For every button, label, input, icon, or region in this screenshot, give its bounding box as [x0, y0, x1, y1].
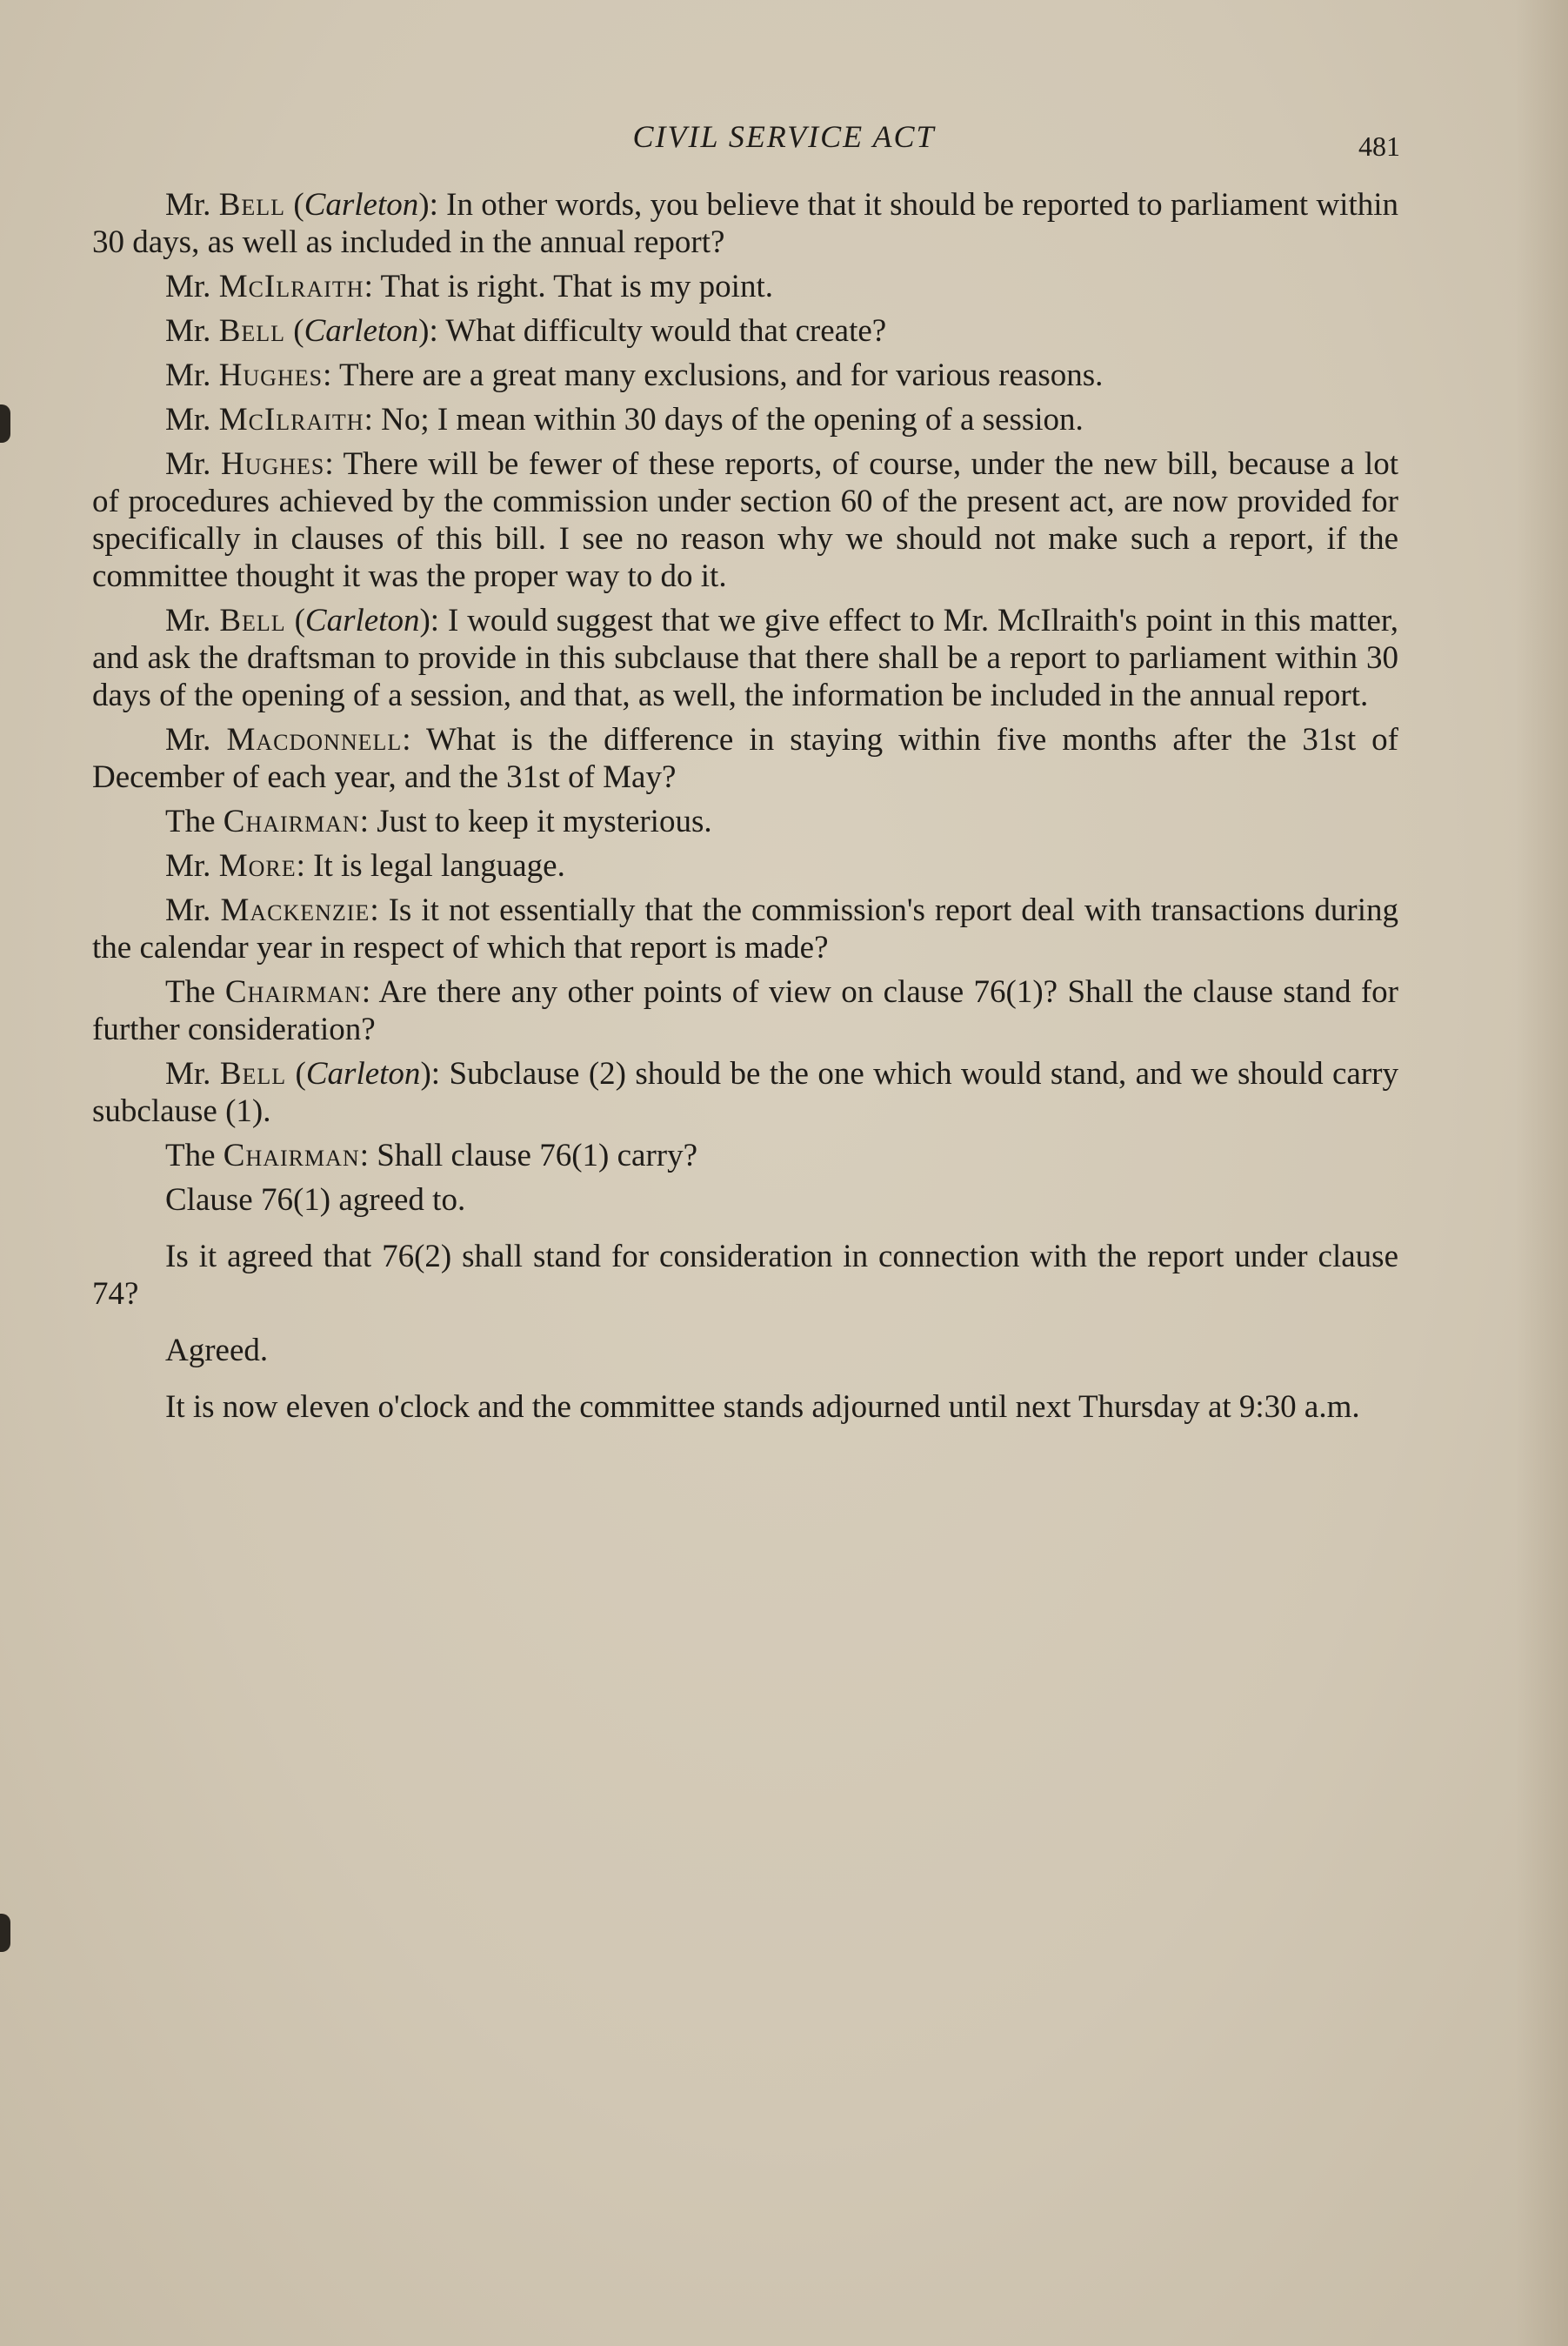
paragraph-text: That is right. That is my point. [380, 269, 773, 304]
speaker-name: McIlraith [218, 269, 364, 304]
speaker-name: Chairman [223, 1138, 360, 1173]
paragraph-text: What difficulty would that create? [445, 313, 887, 349]
speaker-honorific: Mr. [165, 358, 219, 393]
transcript-paragraph [92, 1332, 1398, 1369]
transcript-paragraph: The Chairman: Just to keep it mysterious. [165, 804, 712, 839]
speaker-name: Macdonnell [226, 722, 403, 758]
paragraph-text: No; I mean within 30 days of the opening of a session. [381, 402, 1084, 438]
binding-mark [0, 1914, 10, 1952]
transcript-paragraph: Mr. McIlraith: No; I mean within 30 days of the opening of a session. [165, 402, 1084, 438]
transcript-paragraph [92, 1181, 1398, 1219]
speaker-name: Chairman [223, 804, 360, 839]
transcript-paragraph: Mr. Hughes: There will be fewer of these reports, of course, under the new bill, because a lot of procedures achieved by the commission under section 60 of the present act, are now provided for specifically in clauses of this bill. I see no reason why we should not make such a report, if the committee thought it was the proper way to do it. [92, 446, 1398, 594]
speaker-honorific: Mr. [165, 1056, 220, 1092]
speaker-honorific: Mr. [165, 603, 220, 638]
speaker-honorific: The [165, 1138, 224, 1173]
paragraph-text: I would suggest that we give effect to Mr. McIlraith's point in this matter, and ask the draftsman to provide in this subclause that there shall be a report to parliament within 30 days of the opening of a session, and that, as well, the information be included in the annual report. [92, 603, 1398, 713]
transcript-paragraph: Mr. More: It is legal language. [165, 848, 565, 884]
speaker-constituency: Carleton [304, 187, 419, 223]
transcript-paragraph: Mr. Bell (Carleton): In other words, you believe that it should be reported to parliament within 30 days, as well as included in the annual report? [92, 187, 1398, 260]
transcript-paragraph: Mr. Bell (Carleton): Subclause (2) should be the one which would stand, and we should carry subclause (1). [92, 1056, 1398, 1129]
paragraph-text: In other words, you believe that it should be reported to parliament within 30 days, as well as included in the annual report? [92, 187, 1398, 260]
speaker-honorific: The [165, 804, 224, 839]
paragraph-text: Is it agreed that 76(2) shall stand for consideration in connection with the report under clause 74? [92, 1239, 1398, 1312]
paragraph-text: There are a great many exclusions, and for various reasons. [338, 358, 1104, 393]
paragraph-text: Shall clause 76(1) carry? [377, 1138, 698, 1173]
binding-mark [0, 404, 10, 443]
transcript-paragraph: Mr. Macdonnell: What is the difference in staying within five months after the 31st of December of each year, and the 31st of May? [92, 722, 1398, 795]
speaker-honorific: The [165, 974, 225, 1010]
paragraph-text: It is legal language. [313, 848, 565, 884]
page-number: 481 [1358, 130, 1400, 162]
speaker-constituency: Carleton [304, 313, 419, 349]
page-edge-shadow [1516, 0, 1568, 2346]
speaker-name: Bell [218, 313, 286, 349]
paragraph-text: Subclause (2) should be the one which would stand, and we should carry subclause (1). [92, 1056, 1398, 1129]
speaker-constituency: Carleton [304, 603, 420, 638]
paragraph-text: Are there any other points of view on clause 76(1)? Shall the clause stand for further consideration? [92, 974, 1398, 1047]
transcript-paragraph: Mr. Mackenzie: Is it not essentially that the commission's report deal with transactions during the calendar year in respect of which that report is made? [92, 892, 1398, 966]
transcript-paragraph: The Chairman: Shall clause 76(1) carry? [165, 1138, 698, 1173]
speaker-honorific: Mr. [165, 269, 219, 304]
speaker-name: Hughes [218, 358, 324, 393]
paragraph-text: It is now eleven o'clock and the committee stands adjourned until next Thursday at 9:30 a.m. [165, 1389, 1360, 1425]
speaker-name: Hughes [220, 446, 325, 482]
paragraph-text: Agreed. [165, 1333, 269, 1368]
speaker-honorific: Mr. [165, 446, 221, 482]
transcript-paragraph [92, 1238, 1398, 1313]
paragraph-text: Clause 76(1) agreed to. [165, 1182, 466, 1218]
transcript-paragraph: Mr. Bell (Carleton): I would suggest that we give effect to Mr. McIlraith's point in this matter, and ask the draftsman to provide in this subclause that there shall be a report to parliament within 30 days of the opening of a session, and that, as well, the information be included in the annual report. [92, 603, 1398, 713]
speaker-honorific: Mr. [165, 402, 219, 438]
speaker-honorific: Mr. [165, 848, 219, 884]
transcript-body [92, 186, 1398, 1433]
speaker-name: More [218, 848, 297, 884]
paragraph-text: Is it not essentially that the commission's report deal with transactions during the calendar year in respect of which that report is made? [92, 892, 1398, 966]
transcript-paragraph: Mr. McIlraith: That is right. That is my point. [165, 269, 773, 304]
speaker-name: Bell [218, 187, 286, 223]
speaker-honorific: Mr. [165, 313, 219, 349]
speaker-name: Bell [219, 603, 286, 638]
speaker-honorific: Mr. [165, 187, 219, 223]
paragraph-text: Just to keep it mysterious. [377, 804, 712, 839]
speaker-honorific: Mr. [165, 892, 221, 928]
paragraph-text: There will be fewer of these reports, of course, under the new bill, because a lot of procedures achieved by the commission under section 60 of the present act, are now provided for specifically in clauses of this bill. I see no reason why we should not make such a report, if the committee thought it was the proper way to do it. [92, 446, 1398, 594]
transcript-paragraph: Mr. Hughes: There are a great many exclusions, and for various reasons. [165, 358, 1104, 393]
speaker-name: McIlraith [218, 402, 364, 438]
transcript-paragraph [92, 1388, 1398, 1426]
transcript-paragraph: Mr. Bell (Carleton): What difficulty would that create? [165, 313, 887, 349]
paragraph-text: What is the difference in staying within five months after the 31st of December of each year, and the 31st of May? [92, 722, 1398, 795]
running-head: CIVIL SERVICE ACT [632, 119, 936, 154]
speaker-name: Chairman [224, 974, 362, 1010]
speaker-constituency: Carleton [305, 1056, 421, 1092]
speaker-name: Mackenzie [220, 892, 370, 928]
speaker-honorific: Mr. [165, 722, 227, 758]
transcript-paragraph: The Chairman: Are there any other points of view on clause 76(1)? Shall the clause stand for further consideration? [92, 974, 1398, 1047]
speaker-name: Bell [219, 1056, 287, 1092]
